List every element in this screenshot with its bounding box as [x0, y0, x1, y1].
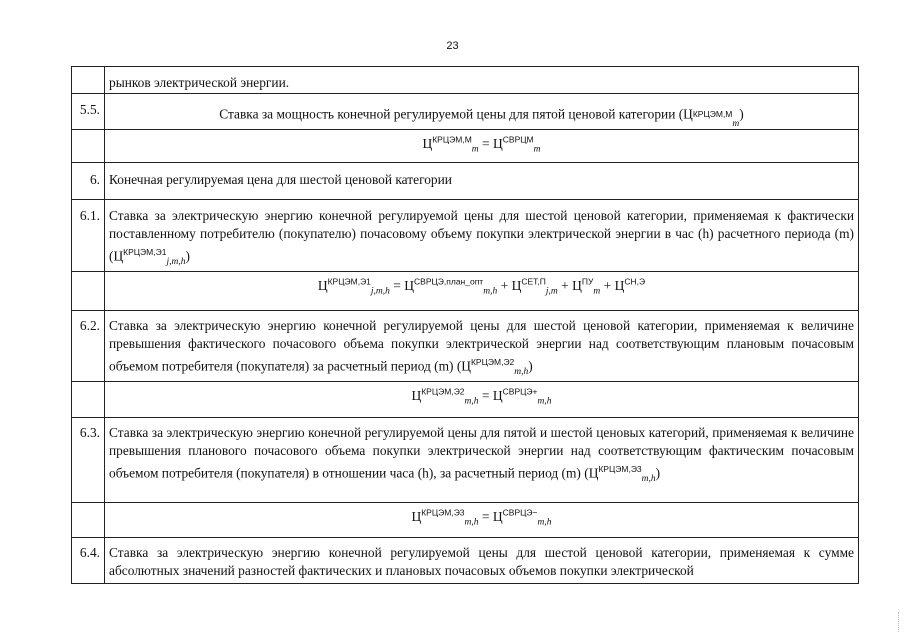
table-row: [72, 67, 859, 94]
formula: $Ц^{КРЦЭМ,Э1}_{j,m,h} = Ц^{СВРЦЭ,план\_опт}_{m,h} + Ц^{СЕТ,П}_{j,m} + Ц^{ПУ}_m + Ц^{СН,Э}$: [105, 272, 859, 311]
formula-row: [72, 272, 859, 311]
formula-row: [72, 130, 859, 163]
table-row: [72, 94, 859, 130]
tariff-table: [71, 66, 859, 584]
formula-row: [72, 503, 859, 538]
row-number: 6.2.: [72, 311, 105, 382]
row-text: Ставка за электрическую энергию конечной регулируемой цены для шестой ценовой категории, применяемая к величине превышения фактического почасового объема покупки электрической энергии над соответствующим плановым почасовым объемом потребителя (покупателя) за расчетный период (m) $(Ц^{КРЦЭМ,Э2}_{m,h})$: [105, 311, 859, 382]
row-number: 6.4.: [72, 538, 105, 584]
row-text: Ставка за электрическую энергию конечной регулируемой цены для шестой ценовой категории, применяемая к фактически поставленному потребителю (покупателю) почасовому объему покупки электрической энергии в час (h) расчетного периода (m) $(Ц^{КРЦЭМ,Э1}_{j,m,h})$: [105, 200, 859, 272]
row-number: 6.: [72, 163, 105, 200]
page-number: 23: [446, 40, 459, 52]
row-text: Конечная регулируемая цена для шестой ценовой категории: [105, 163, 859, 200]
table-row: [72, 200, 859, 272]
row-text: рынков электрической энергии.: [105, 67, 859, 94]
table-row: [72, 163, 859, 200]
formula: $Ц^{КРЦЭМ,Э3}_{m,h} = Ц^{СВРЦЭ-}_{m,h}$: [105, 503, 859, 538]
row-text: Ставка за мощность конечной регулируемой цены для пятой ценовой категории $(Ц^{КРЦЭМ,М}_m)$: [105, 94, 859, 130]
table-row: [72, 538, 859, 584]
row-number: 6.3.: [72, 418, 105, 503]
row-text: Ставка за электрическую энергию конечной регулируемой цены для шестой ценовой категории, применяемая к сумме абсолютных значений разностей фактических и плановых почасовых объемов покупки электрической: [105, 538, 859, 584]
formula-row: [72, 382, 859, 418]
table-row: [72, 311, 859, 382]
row-number: 5.5.: [72, 94, 105, 130]
row-text: Ставка за электрическую энергию конечной регулируемой цены для пятой и шестой ценовых категорий, применяемая к величине превышения планового почасового объема покупки электрической энергии над соответствующим фактическим почасовым объемом потребителя (покупателя) в отношении часа (h), за расчетный период (m) $(Ц^{КРЦЭМ,Э3}_{m,h})$: [105, 418, 859, 503]
scan-edge-mark: [898, 612, 905, 632]
formula: $Ц^{КРЦЭМ,Э2}_{m,h} = Ц^{СВРЦЭ+}_{m,h}$: [105, 382, 859, 418]
row-number: [72, 67, 105, 94]
row-number: 6.1.: [72, 200, 105, 272]
table-row: [72, 418, 859, 503]
formula: $Ц^{КРЦЭМ,М}_m = Ц^{СВРЦМ}_m$: [105, 130, 859, 163]
